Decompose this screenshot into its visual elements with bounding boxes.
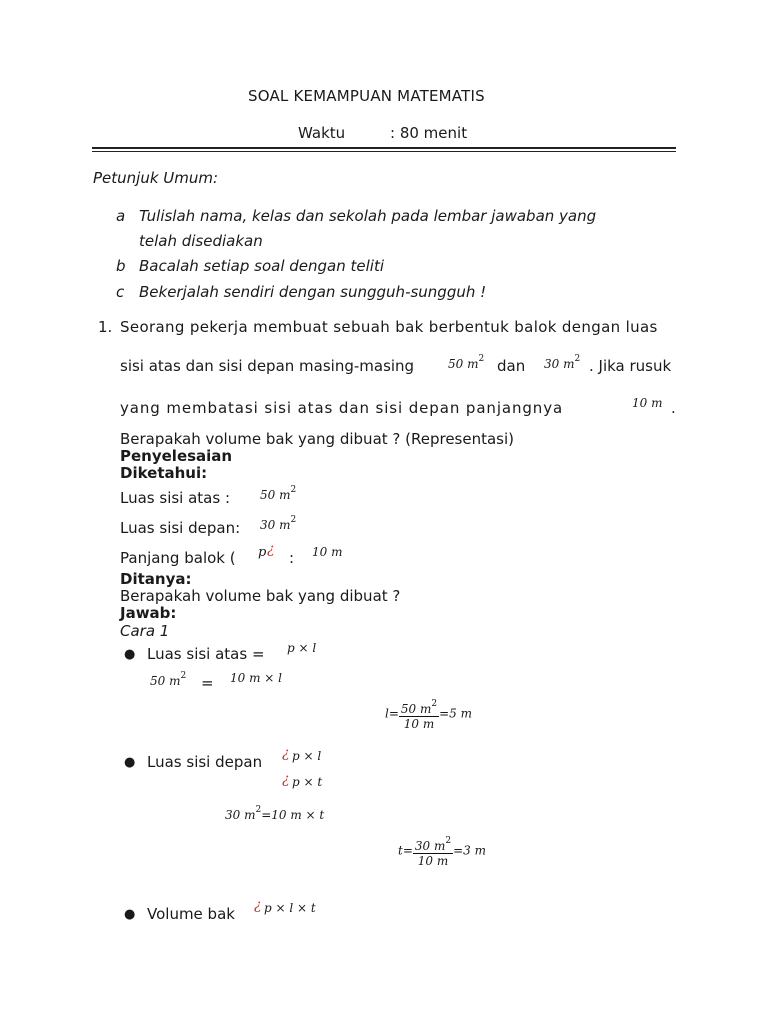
known-length-var: p (258, 545, 267, 560)
header-rule-thin (92, 151, 676, 152)
step1-rhs: 10 m × l (230, 671, 282, 685)
step2-equation (225, 805, 324, 822)
superscript: 2 (290, 485, 297, 495)
step1-result (385, 697, 472, 731)
instruction-marker-a: a (116, 207, 126, 225)
question-line1: Seorang pekerja membuat sebuah bak berbentuk balok dengan luas (120, 318, 658, 336)
instructions-heading: Petunjuk Umum: (93, 169, 219, 187)
asked-heading: Ditanya: (120, 570, 192, 588)
known-length-value: 10 m (312, 545, 343, 559)
time-label: Waktu (298, 124, 346, 142)
step3-label: Volume bak (147, 905, 235, 923)
step1-label: Luas sisi atas = (147, 645, 265, 663)
known-length-sep: : (289, 549, 295, 567)
known-front-area-value-text: 30 m (260, 518, 291, 532)
superscript: 2 (255, 805, 262, 815)
step2-red-mark-2: ¿ (282, 771, 290, 787)
known-front-area-value (260, 515, 296, 532)
known-length-label: Panjang balok ( (120, 549, 236, 567)
instruction-marker-c: c (116, 283, 125, 301)
step2-result (398, 834, 486, 868)
header-rule-thick (92, 147, 676, 149)
question-line2c: . Jika rusuk (589, 357, 672, 375)
step2-fraction (413, 834, 453, 868)
step2-denominator: 10 m (417, 854, 449, 868)
superscript: 2 (431, 699, 438, 709)
step1-numerator: 50 m (400, 702, 432, 716)
superscript: 2 (180, 671, 187, 681)
question-line3a: yang membatasi sisi atas dan sisi depan panjangnya (120, 399, 564, 417)
superscript: 2 (290, 515, 297, 525)
known-top-area-value (260, 485, 296, 502)
instruction-a-line1: Tulislah nama, kelas dan sekolah pada lembar jawaban yang (139, 207, 597, 225)
page-title: SOAL KEMAMPUAN MATEMATIS (248, 87, 485, 105)
superscript: 2 (445, 836, 452, 846)
step1-formula: p × l (287, 641, 317, 655)
step2-equation-lhs: 30 m (225, 808, 256, 822)
step1-lhs-text: 50 m (150, 674, 181, 688)
known-heading: Diketahui: (120, 464, 208, 482)
step2-formula-2: p × t (292, 775, 323, 789)
bullet-icon: ● (124, 907, 136, 922)
instruction-b-line1: Bacalah setiap soal dengan teliti (139, 257, 384, 275)
step2-label: Luas sisi depan (147, 753, 263, 771)
step2-equation-rhs: =10 m × t (261, 808, 325, 822)
known-top-area-value-text: 50 m (260, 488, 291, 502)
bullet-icon: ● (124, 647, 136, 662)
known-front-area-label: Luas sisi depan: (120, 519, 241, 537)
question-line4: Berapakah volume bak yang dibuat ? (Representasi) (120, 430, 515, 448)
answer-heading: Jawab: (120, 604, 177, 622)
question-line2a: sisi atas dan sisi depan masing-masing (120, 357, 415, 375)
instruction-c-line1: Bekerjalah sendiri dengan sungguh-sungguh ! (139, 283, 487, 301)
solution-heading: Penyelesaian (120, 447, 233, 465)
instruction-marker-b: b (116, 257, 126, 275)
question-value-front-area (544, 354, 580, 371)
bullet-icon: ● (124, 755, 136, 770)
step1-result-value: =5 m (439, 706, 472, 721)
step1-denominator: 10 m (403, 717, 435, 731)
superscript: 2 (478, 354, 485, 364)
step2-numerator: 30 m (414, 839, 446, 853)
known-length-red-mark: ¿ (267, 541, 275, 557)
question-value-edge: 10 m (632, 396, 663, 410)
step3-red-mark: ¿ (254, 897, 262, 913)
step1-lhs (150, 671, 186, 688)
step1-result-lhs: l= (385, 706, 399, 721)
question-value-top-area-text: 50 m (448, 357, 479, 371)
question-value-top-area (448, 354, 484, 371)
step2-result-lhs: t= (398, 843, 413, 858)
asked-text: Berapakah volume bak yang dibuat ? (120, 587, 401, 605)
instruction-a-line2: telah disediakan (139, 232, 263, 250)
superscript: 2 (574, 354, 581, 364)
question-value-front-area-text: 30 m (544, 357, 575, 371)
step3-formula: p × l × t (264, 901, 316, 915)
known-top-area-label: Luas sisi atas : (120, 489, 231, 507)
time-value: : 80 menit (390, 124, 468, 142)
step2-result-value: =3 m (453, 843, 486, 858)
step1-equals: = (201, 674, 214, 692)
step2-red-mark-1: ¿ (282, 745, 290, 761)
question-line2b: dan (497, 357, 526, 375)
step1-fraction (399, 697, 439, 731)
step2-formula-1: p × l (292, 749, 322, 763)
method-label: Cara 1 (120, 622, 170, 640)
question-line3b: . (671, 399, 676, 417)
question-number: 1. (98, 318, 113, 336)
